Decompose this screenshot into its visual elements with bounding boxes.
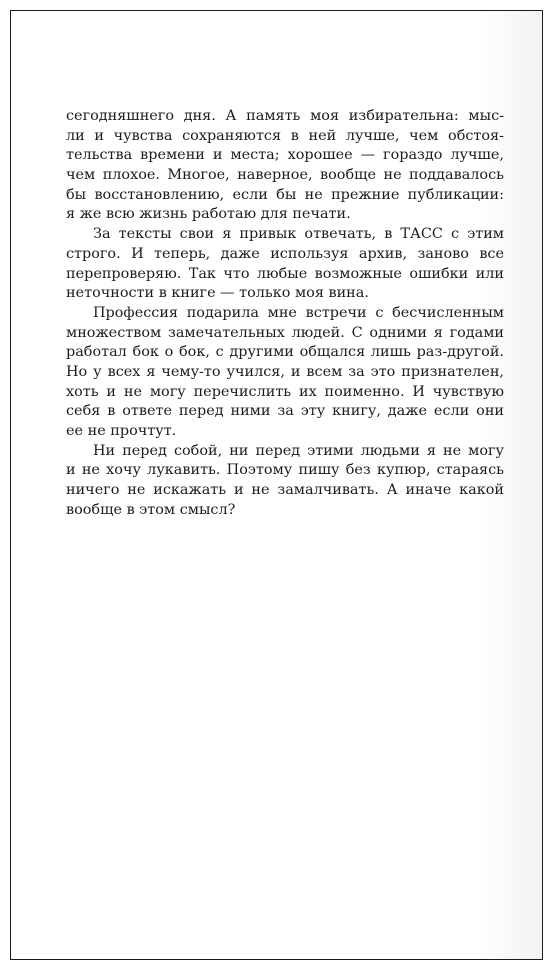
text-line: вообще в этом смысл? — [66, 501, 236, 518]
text-line: я же всю жизнь работаю для печати. — [66, 206, 351, 223]
text-line: Ни перед собой, ни перед этими людьми я не могу — [93, 442, 504, 459]
text-line: Профессия подарила мне встречи с бесчисленным — [93, 304, 504, 321]
text-line: Но у всех я чему-то учился, и всем за это признателен, — [66, 363, 504, 380]
text-line: себя в ответе перед ними за эту книгу, даже если они — [66, 403, 504, 420]
paragraph-3 — [66, 304, 504, 442]
text-line: перепроверяю. Так что любые возможные ошибки или — [66, 265, 504, 282]
text-line: тельства времени и места; хорошее — гораздо лучше, — [66, 147, 504, 164]
text-line: ничего не искажать и не замалчивать. А иначе какой — [66, 482, 504, 499]
text-line: ли и чувства сохраняются в ней лучше, чем обстоя- — [66, 127, 504, 144]
book-page — [10, 10, 543, 960]
text-line: бы восстановлению, если бы не прежние публикации: — [66, 186, 504, 203]
text-line: сегодняшнего дня. А память моя избирательна: мыс- — [66, 108, 504, 124]
paragraph-4 — [66, 442, 504, 521]
text-line: чем плохое. Многое, наверное, вообще не поддавалось — [66, 167, 504, 184]
text-line: множеством замечательных людей. С одними я годами — [66, 324, 504, 341]
text-line: неточности в книге — только моя вина. — [66, 285, 369, 302]
text-line: строго. И теперь, даже используя архив, заново все — [66, 245, 504, 262]
text-line: ее не прочтут. — [66, 423, 177, 439]
text-line: хоть и не могу перечислить их поименно. И чувствую — [66, 383, 504, 400]
text-line: За тексты свои я привык отвечать, в ТАСС с этим — [93, 226, 504, 243]
paragraph-1 — [66, 107, 504, 225]
text-block — [66, 107, 504, 520]
paragraph-2 — [66, 225, 504, 304]
text-line: и не хочу лукавить. Поэтому пишу без купюр, стараясь — [66, 462, 504, 479]
text-line: работал бок о бок, с другими общался лишь раз-другой. — [66, 344, 504, 361]
